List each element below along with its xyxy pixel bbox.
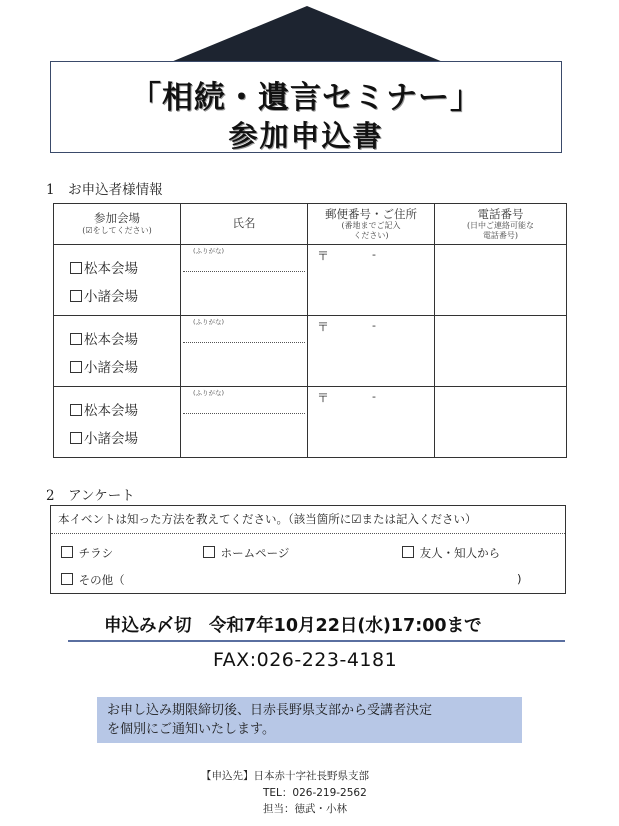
address-field[interactable]: [308, 316, 435, 387]
title-box: [50, 61, 562, 153]
checkbox-icon[interactable]: [70, 290, 82, 302]
survey-option-flyer[interactable]: チラシ: [61, 545, 113, 561]
table-row: [54, 316, 567, 387]
venue-checkbox-komoro[interactable]: 小諸会場: [70, 357, 180, 379]
postal-mark-icon: 〒: [317, 320, 330, 334]
survey-option-other[interactable]: その他（: [61, 572, 125, 588]
table-header-row: [54, 204, 567, 245]
venue-checkbox-komoro[interactable]: 小諸会場: [70, 286, 180, 308]
notice-line-2: を個別にご通知いたします。: [107, 722, 275, 737]
roof-triangle: [171, 6, 443, 62]
furigana-field[interactable]: [183, 271, 305, 272]
fax-number: FAX:026-223-4181: [213, 649, 398, 671]
postal-mark-icon: 〒: [317, 391, 330, 405]
notice-box: [97, 697, 522, 743]
furigana-label: (ふりがな): [193, 389, 225, 397]
survey-box: [50, 505, 566, 594]
venue-cell: [54, 245, 181, 316]
venue-cell: [54, 387, 181, 458]
checkbox-icon[interactable]: [61, 546, 73, 558]
address-field[interactable]: [308, 387, 435, 458]
contact-person: 担当：徳武・小林: [263, 803, 347, 815]
survey-question: 本イベントは知った方法を教えてください。（該当箇所に☑または記入ください）: [58, 512, 477, 526]
checkbox-icon[interactable]: [70, 262, 82, 274]
address-field[interactable]: [308, 245, 435, 316]
contact-tel: TEL：026-219-2562: [263, 787, 367, 799]
survey-option-homepage[interactable]: ホームページ: [203, 545, 289, 561]
furigana-label: (ふりがな): [193, 318, 225, 326]
checkbox-icon[interactable]: [70, 404, 82, 416]
furigana-label: (ふりがな): [193, 247, 225, 255]
column-header-phone: 電話番号 (日中ご連絡可能な 電話番号): [435, 204, 567, 245]
name-field[interactable]: [181, 387, 308, 458]
contact-recipient: 【申込先】日本赤十字社長野県支部: [201, 770, 369, 782]
page-title: 「相続・遺言セミナー」: [130, 80, 482, 116]
venue-checkbox-matsumoto[interactable]: 松本会場: [70, 329, 180, 351]
survey-option-friend[interactable]: 友人・知人から: [402, 545, 500, 561]
column-header-name: 氏名: [181, 204, 308, 245]
page-subtitle: 参加申込書: [228, 119, 384, 153]
phone-field[interactable]: [435, 316, 567, 387]
phone-field[interactable]: [435, 245, 567, 316]
checkbox-icon[interactable]: [70, 333, 82, 345]
notice-line-1: お申し込み期限締切後、日赤長野県支部から受講者決定: [107, 703, 433, 718]
phone-field[interactable]: [435, 387, 567, 458]
venue-checkbox-matsumoto[interactable]: 松本会場: [70, 258, 180, 280]
section-heading-survey: 2 アンケート: [46, 488, 135, 504]
name-field[interactable]: [181, 316, 308, 387]
table-row: [54, 245, 567, 316]
checkbox-icon[interactable]: [70, 432, 82, 444]
applicant-table: [53, 203, 567, 458]
survey-other-close: ): [517, 572, 522, 586]
venue-cell: [54, 316, 181, 387]
section-heading-applicant: 1 お申込者様情報: [46, 182, 163, 198]
postal-dash: -: [372, 390, 376, 403]
divider-rule: [68, 640, 565, 642]
survey-divider: [51, 533, 565, 534]
deadline-text: 申込み〆切 令和7年10月22日(水)17:00まで: [104, 616, 482, 636]
checkbox-icon[interactable]: [70, 361, 82, 373]
column-header-address: 郵便番号・ご住所 (番地までご記入 ください): [308, 204, 435, 245]
furigana-field[interactable]: [183, 342, 305, 343]
name-field[interactable]: [181, 245, 308, 316]
checkbox-icon[interactable]: [203, 546, 215, 558]
postal-dash: -: [372, 319, 376, 332]
table-row: [54, 387, 567, 458]
postal-dash: -: [372, 248, 376, 261]
checkbox-icon[interactable]: [61, 573, 73, 585]
furigana-field[interactable]: [183, 413, 305, 414]
column-header-venue: 参加会場 (☑をしてください): [54, 204, 181, 245]
venue-checkbox-matsumoto[interactable]: 松本会場: [70, 400, 180, 422]
postal-mark-icon: 〒: [317, 249, 330, 263]
checkbox-icon[interactable]: [402, 546, 414, 558]
venue-checkbox-komoro[interactable]: 小諸会場: [70, 428, 180, 450]
